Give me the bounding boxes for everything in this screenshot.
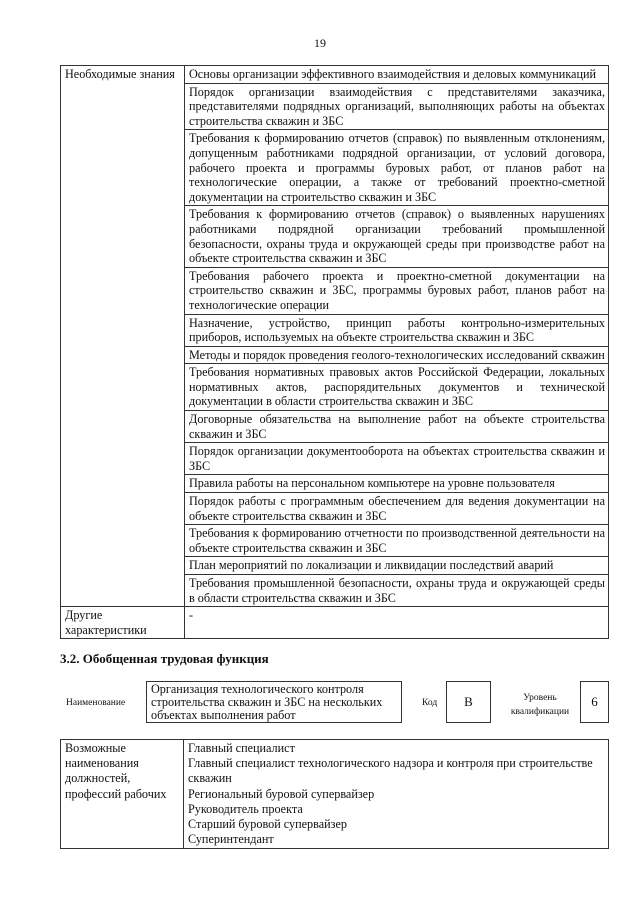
- knowledge-item: Методы и порядок проведения геолого-технологических исследований скважин: [185, 346, 609, 364]
- knowledge-item: Порядок работы с программным обеспечением для ведения документации на объекте строительства скважин и ЗБС: [185, 493, 609, 525]
- generalized-function-summary: [60, 681, 609, 725]
- page-number: 19: [314, 36, 326, 50]
- knowledge-item: Требования к формированию отчетов (справок) о выявленных нарушениях работниками подрядной организации требований промышленной безопасности, охраны труда и окружающей среды при производстве работ на объекте строительства скважин и ЗБС: [185, 206, 609, 267]
- qualification-level-box: 6: [580, 681, 609, 723]
- required-knowledge-table: [60, 65, 609, 639]
- job-titles-list: [184, 740, 609, 849]
- function-name-box: Организация технологического контроля строительства скважин и ЗБС на нескольких объектах выполнения работ: [146, 681, 402, 723]
- table-row: [61, 66, 609, 84]
- knowledge-item: План мероприятий по локализации и ликвидации последствий аварий: [185, 557, 609, 575]
- knowledge-item: Договорные обязательства на выполнение работ на объекте строительства скважин и ЗБС: [185, 411, 609, 443]
- knowledge-item: Назначение, устройство, принцип работы контрольно-измерительных приборов, используемых на объекте строительства скважин и ЗБС: [185, 314, 609, 346]
- job-title: Региональный буровой супервайзер: [188, 786, 375, 801]
- job-title: Старший буровой супервайзер: [188, 817, 347, 832]
- other-characteristics-label: Другие характеристики: [61, 607, 185, 639]
- job-title: Главный специалист: [188, 741, 295, 755]
- job-title: Суперинтендант: [188, 832, 274, 847]
- knowledge-item: Правила работы на персональном компьютере на уровне пользователя: [185, 475, 609, 493]
- qualification-level-label: Уровень квалификации: [510, 693, 570, 717]
- code-label: Код: [422, 698, 438, 708]
- job-title: Руководитель проекта: [188, 801, 303, 816]
- section-heading: 3.2. Обобщенная трудовая функция: [60, 651, 269, 666]
- knowledge-item: Требования к формированию отчетов (справок) по выявленным отклонениям, допущенным работниками подрядной организации, от условий договора, рабочего проекта и программы буровых работ, от планов работ на технологические операции, а также от требований проектно-сметной документации на строительство скважин и ЗБС: [185, 130, 609, 206]
- job-titles-label: Возможные наименования должностей, профессий рабочих: [61, 740, 184, 849]
- job-title: Главный специалист технологического надзора и контроля при строительстве скважин: [188, 756, 593, 786]
- knowledge-item: Основы организации эффективного взаимодействия и деловых коммуникаций: [185, 66, 609, 84]
- required-knowledge-label: Необходимые знания: [61, 66, 185, 607]
- table-row: [61, 607, 609, 639]
- knowledge-item: Требования промышленной безопасности, охраны труда и окружающей среды в области строительства скважин и ЗБС: [185, 575, 609, 607]
- knowledge-item: Требования к формированию отчетности по производственной деятельности на объекте строительства скважин и ЗБС: [185, 525, 609, 557]
- table-row: [61, 740, 609, 849]
- code-box: B: [446, 681, 491, 723]
- job-titles-table: [60, 739, 609, 849]
- name-label: Наименование: [66, 698, 126, 708]
- knowledge-item: Требования нормативных правовых актов Российской Федерации, локальных нормативных актов, распорядительных документов и технической документации в области строительства скважин и ЗБС: [185, 364, 609, 411]
- other-characteristics-value: -: [185, 607, 609, 639]
- knowledge-item: Порядок организации документооборота на объектах строительства скважин и ЗБС: [185, 443, 609, 475]
- knowledge-item: Порядок организации взаимодействия с представителями заказчика, представителями подрядных организаций, выполняющих работы на объектах строительства скважин и ЗБС: [185, 83, 609, 130]
- knowledge-item: Требования рабочего проекта и проектно-сметной документации на строительство скважин и ЗБС, программы буровых работ, планов работ на технологические операции: [185, 267, 609, 314]
